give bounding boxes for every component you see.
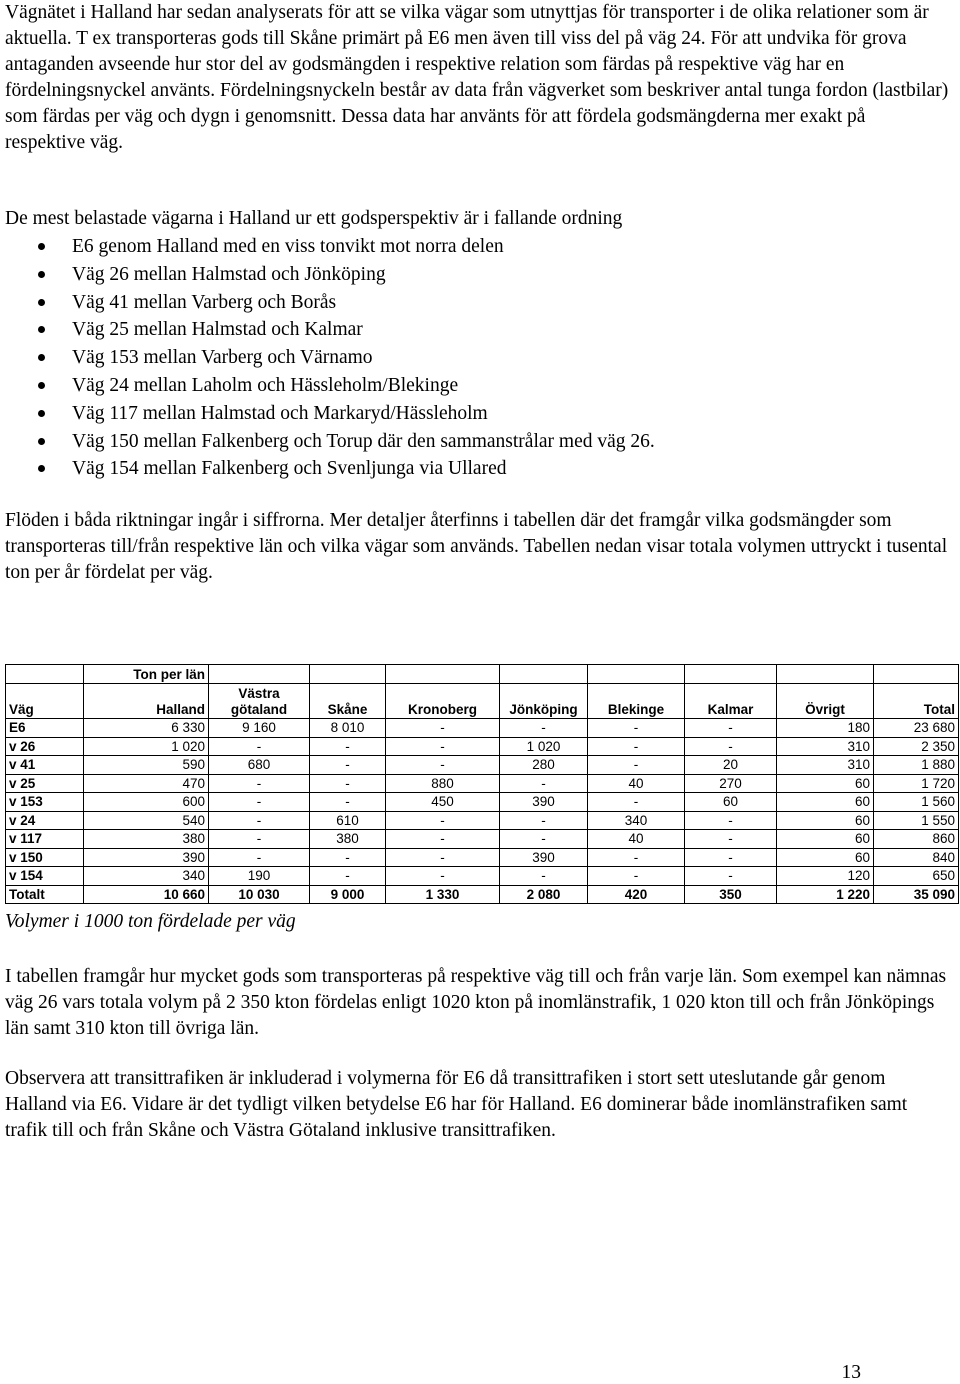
table-cell: - bbox=[685, 719, 777, 738]
table-cell: 390 bbox=[84, 848, 209, 867]
table-cell: - bbox=[209, 774, 310, 793]
table-header-row bbox=[6, 684, 959, 719]
table-intro-paragraph: Flöden i båda riktningar ingår i siffrorna. Mer detaljer återfinns i tabellen där det framgår vilka godsmängder som transporteras till/från respektive län och vilka vägar som används. Tabellen nedan visar totala volymen uttryckt i tusental ton per år fördelat per väg. bbox=[5, 510, 948, 583]
row-label: v 150 bbox=[6, 848, 84, 867]
list-item: Väg 117 mellan Halmstad och Markaryd/Hässleholm bbox=[0, 400, 900, 428]
table-cell: - bbox=[500, 867, 588, 886]
table-cell: 600 bbox=[84, 793, 209, 812]
table-cell: 20 bbox=[685, 756, 777, 775]
row-label: v 41 bbox=[6, 756, 84, 775]
table-cell: - bbox=[386, 756, 500, 775]
col-header-vag: Väg bbox=[6, 684, 84, 719]
table-cell: - bbox=[685, 848, 777, 867]
table-cell: - bbox=[386, 830, 500, 849]
table-caption: Volymer i 1000 ton fördelade per väg bbox=[5, 911, 296, 932]
table-cell: 1 880 bbox=[874, 756, 959, 775]
row-label: v 26 bbox=[6, 737, 84, 756]
table-cell: 310 bbox=[777, 756, 874, 775]
table-body bbox=[6, 719, 959, 886]
col-header-kalmar: Kalmar bbox=[685, 684, 777, 719]
table-cell: 270 bbox=[685, 774, 777, 793]
table-cell: 60 bbox=[777, 811, 874, 830]
row-label: v 24 bbox=[6, 811, 84, 830]
table-cell: 1 550 bbox=[874, 811, 959, 830]
table-cell: 840 bbox=[874, 848, 959, 867]
table-cell: 650 bbox=[874, 867, 959, 886]
row-label: v 154 bbox=[6, 867, 84, 886]
table-cell: - bbox=[588, 719, 685, 738]
bullet-icon bbox=[38, 465, 45, 472]
table-cell: 450 bbox=[386, 793, 500, 812]
table-row bbox=[6, 867, 959, 886]
table-cell: - bbox=[500, 719, 588, 738]
table-cell: 340 bbox=[84, 867, 209, 886]
table-row bbox=[6, 830, 959, 849]
table-cell: - bbox=[588, 737, 685, 756]
table-cell: 680 bbox=[209, 756, 310, 775]
table-cell: Totalt bbox=[6, 885, 84, 904]
table-cell: - bbox=[310, 848, 386, 867]
table-cell: - bbox=[209, 811, 310, 830]
list-item: Väg 41 mellan Varberg och Borås bbox=[0, 289, 900, 317]
table-cell: 540 bbox=[84, 811, 209, 830]
table-cell: - bbox=[685, 811, 777, 830]
table-cell: 1 220 bbox=[777, 885, 874, 904]
table-cell: - bbox=[500, 811, 588, 830]
road-list bbox=[0, 233, 900, 483]
page-number: 13 bbox=[841, 1362, 861, 1383]
table-cell: 40 bbox=[588, 774, 685, 793]
table-row bbox=[6, 756, 959, 775]
table-row bbox=[6, 774, 959, 793]
list-item: Väg 26 mellan Halmstad och Jönköping bbox=[0, 261, 900, 289]
table-cell: 310 bbox=[777, 737, 874, 756]
table-row bbox=[6, 811, 959, 830]
list-item: Väg 24 mellan Laholm och Hässleholm/Blekinge bbox=[0, 372, 900, 400]
table-cell: - bbox=[500, 830, 588, 849]
table-cell: 10 030 bbox=[209, 885, 310, 904]
table-cell: 1 330 bbox=[386, 885, 500, 904]
table-cell: 2 350 bbox=[874, 737, 959, 756]
table-cell: 9 160 bbox=[209, 719, 310, 738]
table-cell: - bbox=[588, 848, 685, 867]
table-cell: - bbox=[500, 774, 588, 793]
intro-paragraph: Vägnätet i Halland har sedan analyserats för att se vilka vägar som utnyttjas för transporter i de olika relationer som är aktuella. T ex transporteras gods till Skåne primärt på E6 men även till viss del på väg 24. För att undvika för grova antaganden avseende hur stor del av godsmängden i respektive relation som färdas på respektive väg har en fördelningsnyckel använts. Fördelningsnyckeln består av data från vägverket som beskriver antal tunga fordon (lastbilar) som färdas per väg och dygn i genomsnitt. Dessa data har använts för att fördela godsmängderna mer exakt på respektive väg. bbox=[5, 2, 949, 153]
table-cell: - bbox=[588, 756, 685, 775]
table-group-header-row bbox=[6, 665, 959, 684]
table-cell: 860 bbox=[874, 830, 959, 849]
table-cell: - bbox=[310, 756, 386, 775]
table-cell: 1 020 bbox=[500, 737, 588, 756]
group-header: Ton per län bbox=[84, 665, 209, 684]
table-cell: 1 020 bbox=[84, 737, 209, 756]
table-cell: - bbox=[209, 848, 310, 867]
table-cell: 390 bbox=[500, 793, 588, 812]
table-cell: - bbox=[685, 830, 777, 849]
table-cell: 1 560 bbox=[874, 793, 959, 812]
col-header-ovrigt: Övrigt bbox=[777, 684, 874, 719]
volume-table bbox=[5, 664, 959, 904]
row-label: E6 bbox=[6, 719, 84, 738]
row-label: v 153 bbox=[6, 793, 84, 812]
table-row bbox=[6, 848, 959, 867]
table-cell: 1 720 bbox=[874, 774, 959, 793]
table-cell: 9 000 bbox=[310, 885, 386, 904]
bullet-icon bbox=[38, 354, 45, 361]
table-total-row bbox=[6, 885, 959, 904]
table-cell: - bbox=[588, 867, 685, 886]
col-header-total: Total bbox=[874, 684, 959, 719]
list-item: Väg 153 mellan Varberg och Värnamo bbox=[0, 344, 900, 372]
list-item: Väg 154 mellan Falkenberg och Svenljunga via Ullared bbox=[0, 455, 900, 483]
table-cell: - bbox=[209, 830, 310, 849]
table-cell: - bbox=[386, 867, 500, 886]
table-cell: 8 010 bbox=[310, 719, 386, 738]
table-cell: - bbox=[685, 867, 777, 886]
table-cell: 60 bbox=[777, 848, 874, 867]
table-cell: 40 bbox=[588, 830, 685, 849]
table-cell: 610 bbox=[310, 811, 386, 830]
bullet-icon bbox=[38, 410, 45, 417]
col-header-halland: Halland bbox=[84, 684, 209, 719]
table-cell: 60 bbox=[777, 793, 874, 812]
table-cell: 880 bbox=[386, 774, 500, 793]
list-item: Väg 150 mellan Falkenberg och Torup där den sammanstrålar med väg 26. bbox=[0, 428, 900, 456]
table-cell: - bbox=[386, 737, 500, 756]
table-cell: 35 090 bbox=[874, 885, 959, 904]
table-cell: - bbox=[386, 848, 500, 867]
table-cell: - bbox=[310, 737, 386, 756]
table-cell: 60 bbox=[777, 830, 874, 849]
table-cell: - bbox=[588, 793, 685, 812]
table-cell: 350 bbox=[685, 885, 777, 904]
table-cell: 120 bbox=[777, 867, 874, 886]
table-cell: 420 bbox=[588, 885, 685, 904]
col-header-vastra-gotaland: Västra götaland bbox=[209, 684, 310, 719]
row-label: v 25 bbox=[6, 774, 84, 793]
col-header-blekinge: Blekinge bbox=[588, 684, 685, 719]
table-cell: 60 bbox=[685, 793, 777, 812]
table-cell: 6 330 bbox=[84, 719, 209, 738]
list-item: E6 genom Halland med en viss tonvikt mot norra delen bbox=[0, 233, 900, 261]
bullet-icon bbox=[38, 299, 45, 306]
table-cell: - bbox=[310, 793, 386, 812]
table-cell: - bbox=[209, 737, 310, 756]
table-cell: - bbox=[209, 793, 310, 812]
bullet-icon bbox=[38, 438, 45, 445]
table-cell: 380 bbox=[84, 830, 209, 849]
table-cell: 190 bbox=[209, 867, 310, 886]
list-item: Väg 25 mellan Halmstad och Kalmar bbox=[0, 316, 900, 344]
col-header-kronoberg: Kronoberg bbox=[386, 684, 500, 719]
table-cell: 380 bbox=[310, 830, 386, 849]
table-cell: 390 bbox=[500, 848, 588, 867]
transit-paragraph: Observera att transittrafiken är inkluderad i volymerna för E6 då transittrafiken i stort sett uteslutande går genom Halland via E6. Vidare är det tydligt vilken betydelse E6 har för Halland. E6 dominerar både inomlänstrafiken samt trafik till och från Skåne och Västra Götaland inklusive transittrafiken. bbox=[5, 1068, 908, 1141]
table-row bbox=[6, 719, 959, 738]
table-cell: 60 bbox=[777, 774, 874, 793]
table-cell: - bbox=[310, 774, 386, 793]
bullet-icon bbox=[38, 271, 45, 278]
table-cell: 280 bbox=[500, 756, 588, 775]
table-cell: - bbox=[310, 867, 386, 886]
table-cell: - bbox=[685, 737, 777, 756]
table-cell: - bbox=[386, 811, 500, 830]
table-cell: - bbox=[386, 719, 500, 738]
table-cell: 590 bbox=[84, 756, 209, 775]
roads-intro-paragraph: De mest belastade vägarna i Halland ur ett godsperspektiv är i fallande ordning bbox=[5, 208, 623, 229]
bullet-icon bbox=[38, 326, 45, 333]
table-cell: 180 bbox=[777, 719, 874, 738]
col-header-skane: Skåne bbox=[310, 684, 386, 719]
bullet-icon bbox=[38, 243, 45, 250]
table-cell: 340 bbox=[588, 811, 685, 830]
table-row bbox=[6, 737, 959, 756]
table-cell: 10 660 bbox=[84, 885, 209, 904]
bullet-icon bbox=[38, 382, 45, 389]
explanation-paragraph: I tabellen framgår hur mycket gods som transporteras på respektive väg till och från varje län. Som exempel kan nämnas väg 26 vars totala volym på 2 350 kton fördelas enligt 1020 kton på inomlänstrafik, 1 020 kton till och från Jönköpings län samt 310 kton till övriga län. bbox=[5, 966, 947, 1039]
row-label: v 117 bbox=[6, 830, 84, 849]
table-cell: 470 bbox=[84, 774, 209, 793]
table-row bbox=[6, 793, 959, 812]
table-cell: 23 680 bbox=[874, 719, 959, 738]
col-header-jonkoping: Jönköping bbox=[500, 684, 588, 719]
table-cell: 2 080 bbox=[500, 885, 588, 904]
